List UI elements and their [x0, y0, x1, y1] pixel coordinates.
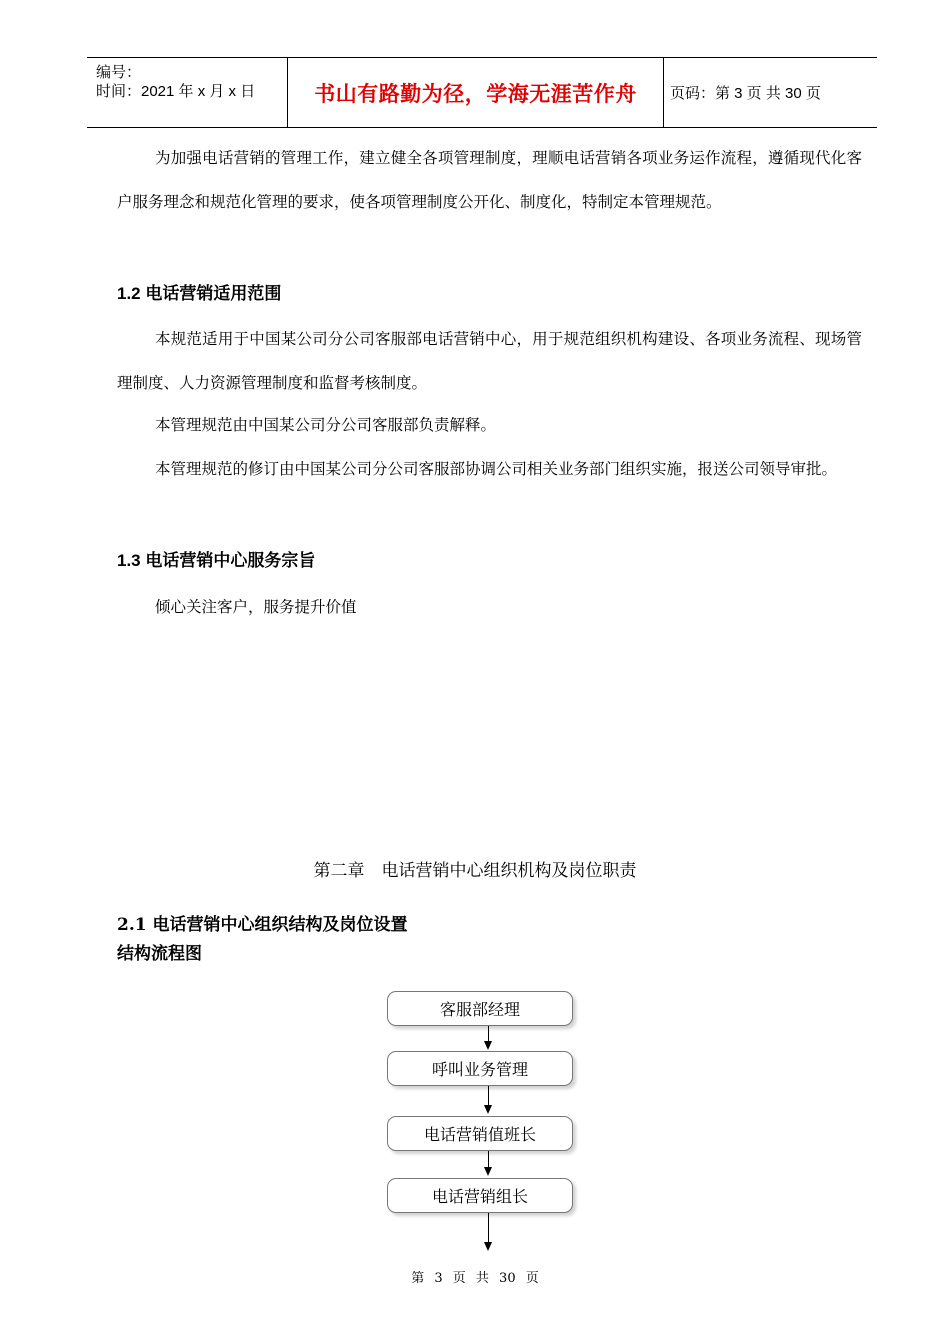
- motto: 书山有路勤为径，学海无涯苦作舟: [314, 81, 637, 106]
- chapter-title: 第二章 电话营销中心组织机构及岗位职责: [313, 861, 637, 881]
- section-heading-1-2: 1.2 电话营销适用范围: [117, 284, 282, 303]
- time-label: 时间：2021 年 x 月 x 日: [96, 83, 256, 100]
- page-info: 页码：第 3 页 共 30 页: [670, 85, 821, 102]
- flow-arrow: [484, 1242, 492, 1251]
- flow-box-manager: 客服部经理: [387, 991, 573, 1026]
- flow-box-group-leader: 电话营销组长: [387, 1178, 573, 1213]
- section-heading-2-1: 2.1 电话营销中心组织结构及岗位设置: [117, 915, 408, 935]
- flow-arrow: [484, 1167, 492, 1176]
- page-footer: 第 3 页 共 30 页: [411, 1271, 539, 1286]
- flow-connector: [488, 1213, 489, 1243]
- page-header: [87, 57, 877, 128]
- flow-arrow: [484, 1041, 492, 1050]
- flow-connector: [488, 1026, 489, 1042]
- header-meta: [87, 58, 287, 127]
- section-1-2-paragraph-2: 本管理规范由中国某公司分公司客服部负责解释。: [155, 416, 497, 434]
- intro-paragraph: 为加强电话营销的管理工作，建立健全各项管理制度，理顺电话营销各项业务运作流程，遵循现代化客户服务理念和规范化管理的要求，使各项管理制度公开化、制度化，特制定本管理规范。: [117, 149, 862, 211]
- diagram-title: 结构流程图: [117, 944, 202, 964]
- flow-arrow: [484, 1105, 492, 1114]
- flow-connector: [488, 1151, 489, 1168]
- header-motto-cell: [287, 58, 664, 127]
- section-1-2-paragraph-3: 本管理规范的修订由中国某公司分公司客服部协调公司相关业务部门组织实施，报送公司领导审批。: [155, 460, 838, 478]
- section-1-3-paragraph: 倾心关注客户，服务提升价值: [155, 598, 357, 616]
- flow-box-shift-leader: 电话营销值班长: [387, 1116, 573, 1151]
- header-page-cell: [662, 58, 877, 127]
- flow-box-call-management: 呼叫业务管理: [387, 1051, 573, 1086]
- section-1-2-paragraph-1: 本规范适用于中国某公司分公司客服部电话营销中心，用于规范组织机构建设、各项业务流程、现场管理制度、人力资源管理制度和监督考核制度。: [117, 330, 862, 392]
- code-label: 编号：: [96, 64, 142, 81]
- flow-connector: [488, 1086, 489, 1106]
- section-heading-1-3: 1.3 电话营销中心服务宗旨: [117, 551, 316, 570]
